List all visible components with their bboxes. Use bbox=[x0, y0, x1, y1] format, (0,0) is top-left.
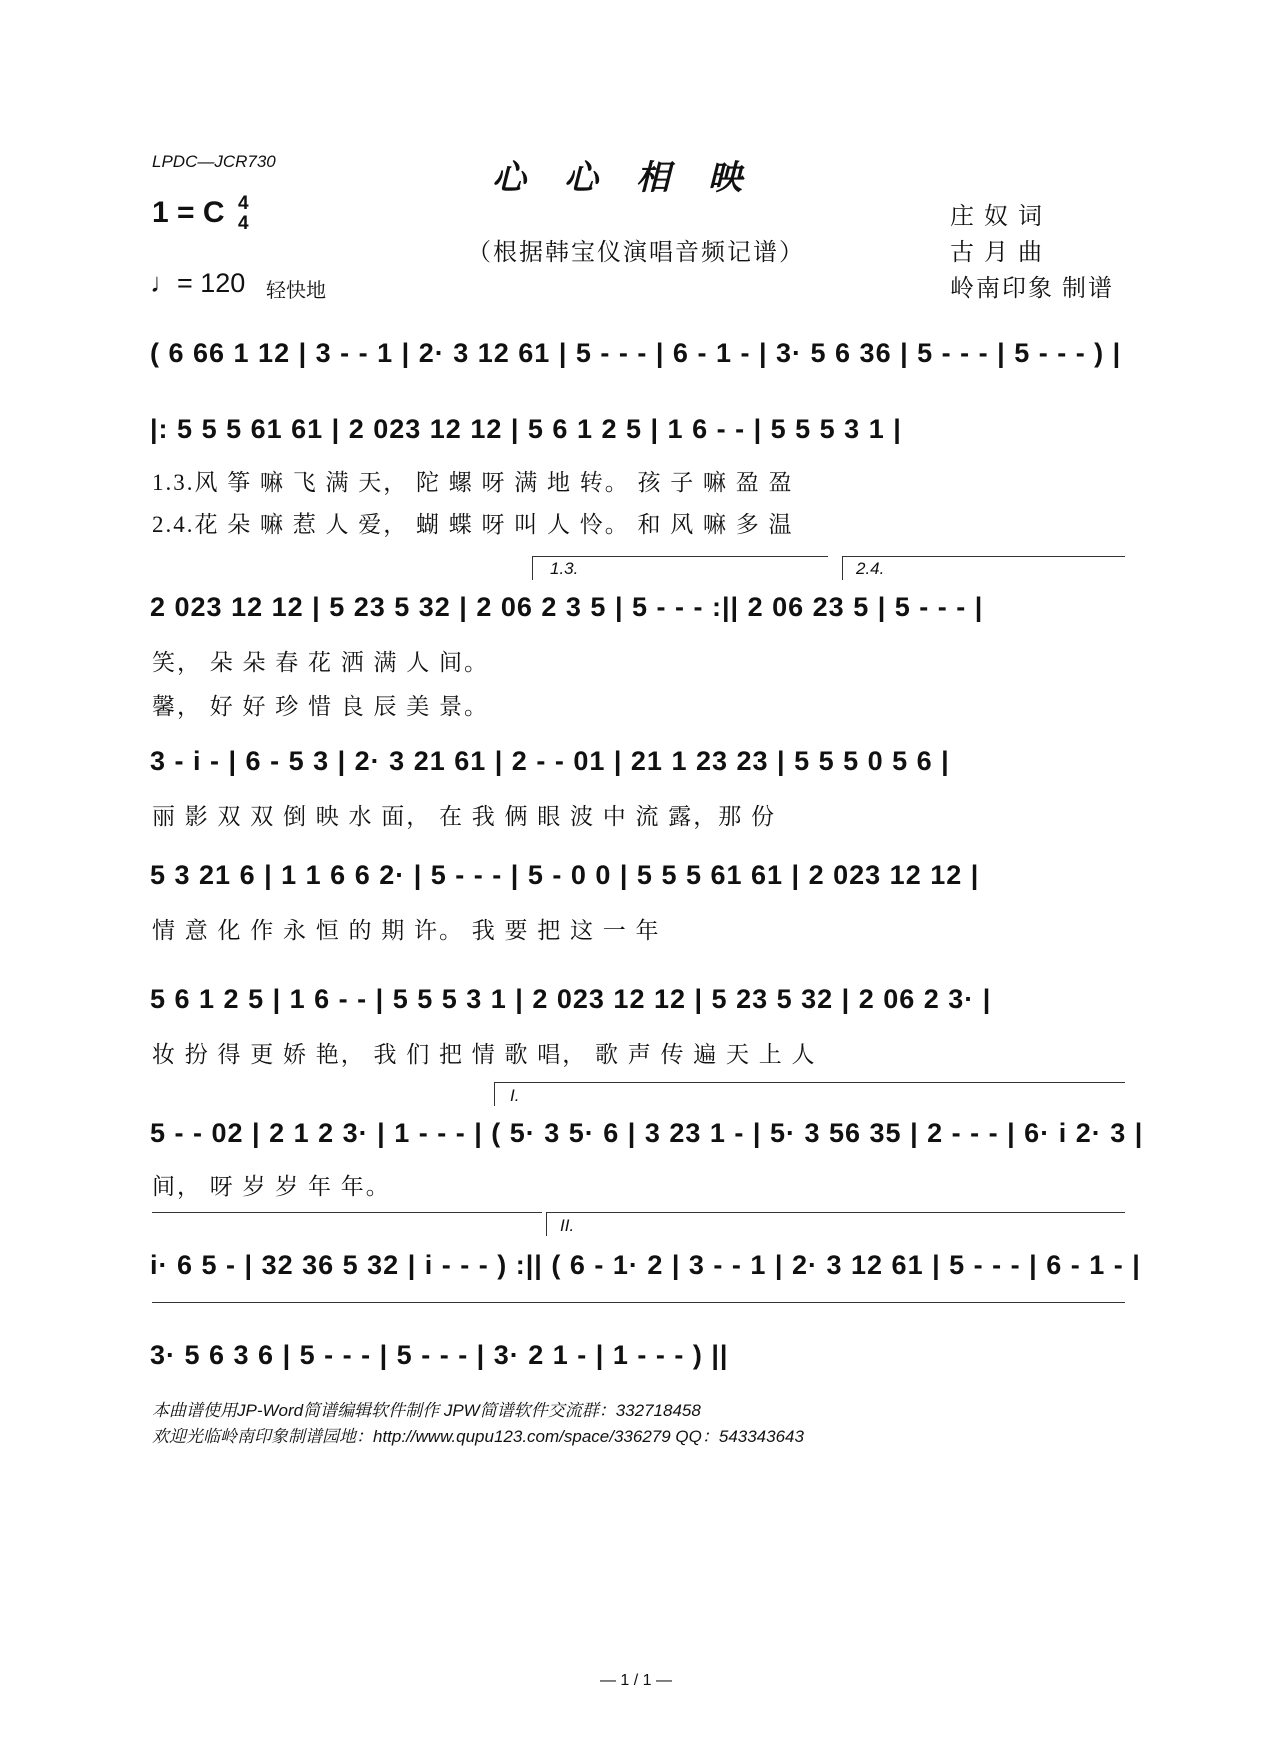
lyricist-credit: 庄 奴 词 bbox=[950, 204, 1044, 230]
volta-label-2: 2.4. bbox=[856, 559, 885, 578]
volta-bracket-continuation bbox=[152, 1302, 1125, 1303]
volta-bracket-first-continuation bbox=[152, 1212, 542, 1213]
arranger-credit: 岭南印象 制谱 bbox=[950, 276, 1114, 302]
volta-bracket-1 bbox=[532, 556, 828, 557]
lyric-row-2-verse-2: 2.4.花 朵 嘛 惹 人 爱， 蝴 蝶 呀 叫 人 怜。 和 风 嘛 多 温 bbox=[152, 512, 794, 537]
song-title: 心心相映 bbox=[492, 160, 780, 197]
composer-credit: 古 月 曲 bbox=[950, 240, 1044, 266]
volta-tick-2 bbox=[842, 556, 843, 580]
footer-website-note: 欢迎光临岭南印象制谱园地：http://www.qupu123.com/space/336279 QQ：543343643 bbox=[152, 1427, 804, 1446]
volta-bracket-second-ending bbox=[546, 1212, 1125, 1213]
score-code: LPDC—JCR730 bbox=[152, 152, 276, 171]
score-row-9: 3· 5 6 3 6 | 5 - - - | 5 - - - | 3· 2 1 - | 1 - - - ) || bbox=[150, 1340, 729, 1370]
song-subtitle: （根据韩宝仪演唱音频记谱） bbox=[467, 240, 805, 266]
meter-numerator: 4 bbox=[238, 193, 249, 214]
lyric-row-4: 丽 影 双 双 倒 映 水 面， 在 我 俩 眼 波 中 流 露，那 份 bbox=[152, 804, 776, 829]
lyric-row-3-verse-2: 馨， 好 好 珍 惜 良 辰 美 景。 bbox=[152, 694, 489, 719]
volta-bracket-2 bbox=[842, 556, 1125, 557]
time-signature bbox=[238, 194, 249, 234]
volta-tick-1 bbox=[532, 556, 533, 580]
page-number: — 1 / 1 — bbox=[599, 1672, 673, 1689]
meter-denominator: 4 bbox=[238, 213, 249, 234]
footer-software-note: 本曲谱使用JP-Word简谱编辑软件制作 JPW简谱软件交流群：332718458 bbox=[152, 1401, 701, 1420]
expression-marking: 轻快地 bbox=[266, 280, 326, 302]
score-row-5: 5 3 21 6 | 1 1 6 6 2· | 5 - - - | 5 - 0 0 | 5 5 5 61 61 | 2 023 12 12 | bbox=[150, 860, 980, 890]
volta-tick-first-ending bbox=[494, 1082, 495, 1106]
score-row-2: |: 5 5 5 61 61 | 2 023 12 12 | 5 6 1 2 5 | 1 6 - - | 5 5 5 3 1 | bbox=[150, 414, 902, 444]
key-signature: 1 = C bbox=[152, 196, 225, 229]
volta-tick-second-ending bbox=[546, 1212, 547, 1236]
lyric-row-2-verse-1: 1.3.风 筝 嘛 飞 满 天， 陀 螺 呀 满 地 转。 孩 子 嘛 盈 盈 bbox=[152, 470, 794, 495]
score-row-3: 2 023 12 12 | 5 23 5 32 | 2 06 2 3 5 | 5 - - - :|| 2 06 23 5 | 5 - - - | bbox=[150, 592, 984, 622]
score-row-6: 5 6 1 2 5 | 1 6 - - | 5 5 5 3 1 | 2 023 12 12 | 5 23 5 32 | 2 06 2 3· | bbox=[150, 984, 992, 1014]
score-row-8: i· 6 5 - | 32 36 5 32 | i - - - ) :|| ( 6 - 1· 2 | 3 - - 1 | 2· 3 12 61 | 5 - - - | 6 - 1 - | bbox=[150, 1250, 1141, 1280]
score-row-1: ( 6 66 1 12 | 3 - - 1 | 2· 3 12 61 | 5 - - - | 6 - 1 - | 3· 5 6 36 | 5 - - - | 5 - - - ) | bbox=[150, 338, 1122, 368]
volta-bracket-first-ending bbox=[494, 1082, 1125, 1083]
volta-label-1: 1.3. bbox=[550, 559, 579, 578]
score-row-7: 5 - - 02 | 2 1 2 3· | 1 - - - | ( 5· 3 5· 6 | 3 23 1 - | 5· 3 56 35 | 2 - - - | 6· i 2· 3 | bbox=[150, 1118, 1144, 1148]
lyric-row-6: 妆 扮 得 更 娇 艳， 我 们 把 情 歌 唱， 歌 声 传 遍 天 上 人 bbox=[152, 1042, 817, 1067]
lyric-row-5: 情 意 化 作 永 恒 的 期 许。 我 要 把 这 一 年 bbox=[152, 918, 661, 943]
volta-label-second-ending: II. bbox=[560, 1216, 575, 1235]
tempo-marking: ♩= 120 bbox=[150, 268, 246, 298]
lyric-row-3-verse-1: 笑， 朵 朵 春 花 洒 满 人 间。 bbox=[152, 650, 489, 675]
volta-label-first-ending: I. bbox=[510, 1086, 520, 1105]
lyric-row-7: 间， 呀 岁 岁 年 年。 bbox=[152, 1174, 391, 1199]
score-row-4: 3 - i - | 6 - 5 3 | 2· 3 21 61 | 2 - - 01 | 21 1 23 23 | 5 5 5 0 5 6 | bbox=[150, 746, 950, 776]
